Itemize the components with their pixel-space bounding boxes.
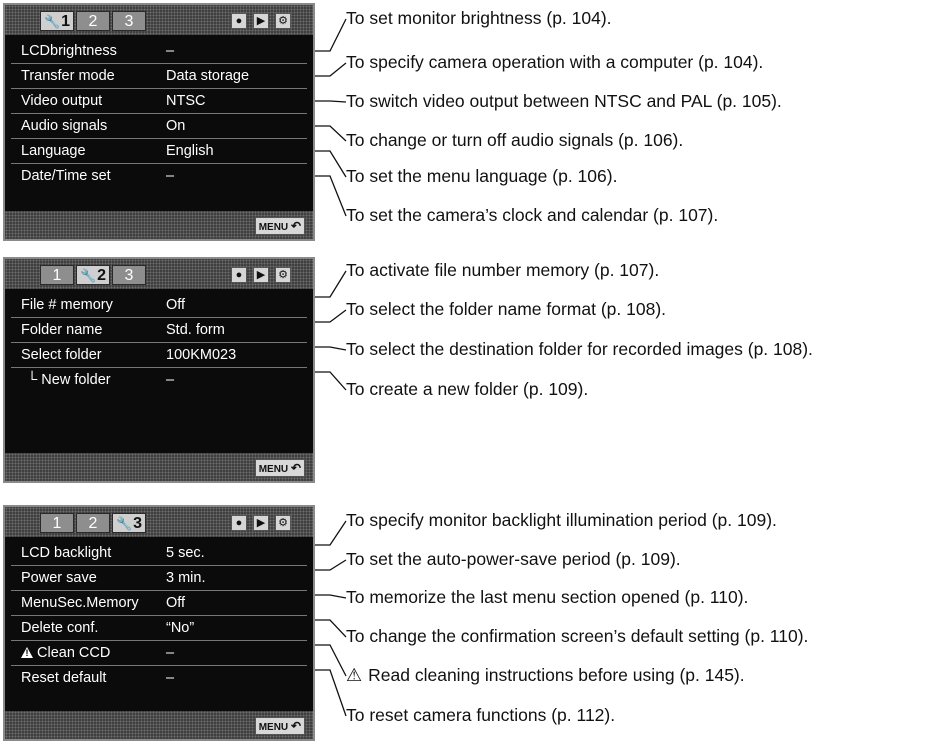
playback-icon: ▶ [253, 13, 269, 29]
menu-row-power-save[interactable]: Power save 3 min. [5, 566, 313, 591]
tab-setup-2[interactable]: 2 [76, 11, 110, 31]
setup-gear-icon: ⚙ [275, 515, 291, 531]
menu-return-button[interactable]: MENU ↶ [255, 717, 305, 735]
menu-footer [5, 211, 313, 239]
menu-row-transfer-mode[interactable]: Transfer mode Data storage [5, 64, 313, 89]
setup-menu-screen-2 [3, 257, 315, 483]
wrench-icon: 🔧 [43, 14, 61, 29]
menu-header [5, 507, 313, 537]
menu-return-button[interactable]: MENU ↶ [255, 217, 305, 235]
annotation-reset-default: To reset camera functions (p. 112). [346, 705, 616, 725]
menu-row-clean-ccd[interactable]: !Clean CCD – [5, 641, 313, 666]
tab-setup-1[interactable]: 🔧1 [40, 11, 74, 31]
warning-icon: ⚠ [346, 665, 363, 685]
annotation-lcd-backlight: To specify monitor backlight illumination period (p. 109). [346, 510, 777, 530]
camera-icon: ● [231, 13, 247, 29]
return-arrow-icon: ↶ [290, 461, 301, 475]
annotation-folder-name: To select the folder name format (p. 108). [346, 299, 667, 319]
menu-row-delete-confirmation[interactable]: Delete conf. “No” [5, 616, 313, 641]
menu-row-audio-signals[interactable]: Audio signals On [5, 114, 313, 139]
wrench-icon: 🔧 [79, 268, 97, 283]
warning-icon [21, 647, 34, 658]
tab-setup-1[interactable]: 1 [40, 265, 74, 285]
menu-row-file-number-memory[interactable]: File # memory Off [5, 293, 313, 318]
annotation-clean-ccd: ⚠ Read cleaning instructions before using (p. 145). [346, 665, 745, 685]
annotation-power-save: To set the auto-power-save period (p. 109). [346, 549, 681, 569]
menu-row-date-time-set[interactable]: Date/Time set – [21, 168, 175, 184]
menu-row-language[interactable]: Language English [5, 139, 313, 164]
menu-return-button[interactable]: MENU ↶ [255, 459, 305, 477]
annotation-new-folder: To create a new folder (p. 109). [346, 379, 589, 399]
annotation-transfer-mode: To specify camera operation with a computer (p. 104). [346, 52, 764, 72]
tab-setup-3[interactable]: 3 [112, 11, 146, 31]
tab-setup-1[interactable]: 1 [40, 513, 74, 533]
annotation-audio-signals: To change or turn off audio signals (p. 106). [346, 130, 684, 150]
wrench-icon: 🔧 [115, 516, 133, 531]
annotation-select-folder: To select the destination folder for recorded images (p. 108). [346, 339, 813, 359]
camera-icon: ● [231, 267, 247, 283]
playback-icon: ▶ [253, 515, 269, 531]
camera-icon: ● [231, 515, 247, 531]
annotation-language: To set the menu language (p. 106). [346, 166, 618, 186]
menu-row-folder-name[interactable]: Folder name Std. form [5, 318, 313, 343]
menu-row-new-folder[interactable]: └ New folder – [27, 372, 175, 388]
menu-row-video-output[interactable]: Video output NTSC [5, 89, 313, 114]
menu-header [5, 5, 313, 35]
menu-row-lcd-brightness[interactable]: LCDbrightness – [5, 39, 313, 64]
annotation-lcd-brightness: To set monitor brightness (p. 104). [346, 8, 612, 28]
tab-setup-3[interactable]: 🔧3 [112, 513, 146, 533]
annotation-video-output: To switch video output between NTSC and PAL (p. 105). [346, 91, 782, 111]
menu-footer [5, 453, 313, 481]
menu-row-reset-default[interactable]: Reset default – [21, 670, 175, 686]
menu-row-select-folder[interactable]: Select folder 100KM023 [5, 343, 313, 368]
tab-setup-2[interactable]: 🔧2 [76, 265, 110, 285]
tab-setup-2[interactable]: 2 [76, 513, 110, 533]
setup-menu-screen-1 [3, 3, 315, 241]
annotation-file-number-memory: To activate file number memory (p. 107). [346, 260, 660, 280]
return-arrow-icon: ↶ [290, 219, 301, 233]
menu-row-menu-section-memory[interactable]: MenuSec.Memory Off [5, 591, 313, 616]
setup-gear-icon: ⚙ [275, 13, 291, 29]
annotation-delete-confirmation: To change the confirmation screen’s default setting (p. 110). [346, 626, 809, 646]
annotation-menu-section-memory: To memorize the last menu section opened (p. 110). [346, 587, 749, 607]
return-arrow-icon: ↶ [290, 719, 301, 733]
tab-setup-3[interactable]: 3 [112, 265, 146, 285]
playback-icon: ▶ [253, 267, 269, 283]
setup-gear-icon: ⚙ [275, 267, 291, 283]
menu-row-lcd-backlight[interactable]: LCD backlight 5 sec. [5, 541, 313, 566]
menu-header [5, 259, 313, 289]
menu-footer [5, 711, 313, 739]
annotation-date-time: To set the camera’s clock and calendar (p. 107). [346, 205, 719, 225]
setup-menu-screen-3 [3, 505, 315, 741]
